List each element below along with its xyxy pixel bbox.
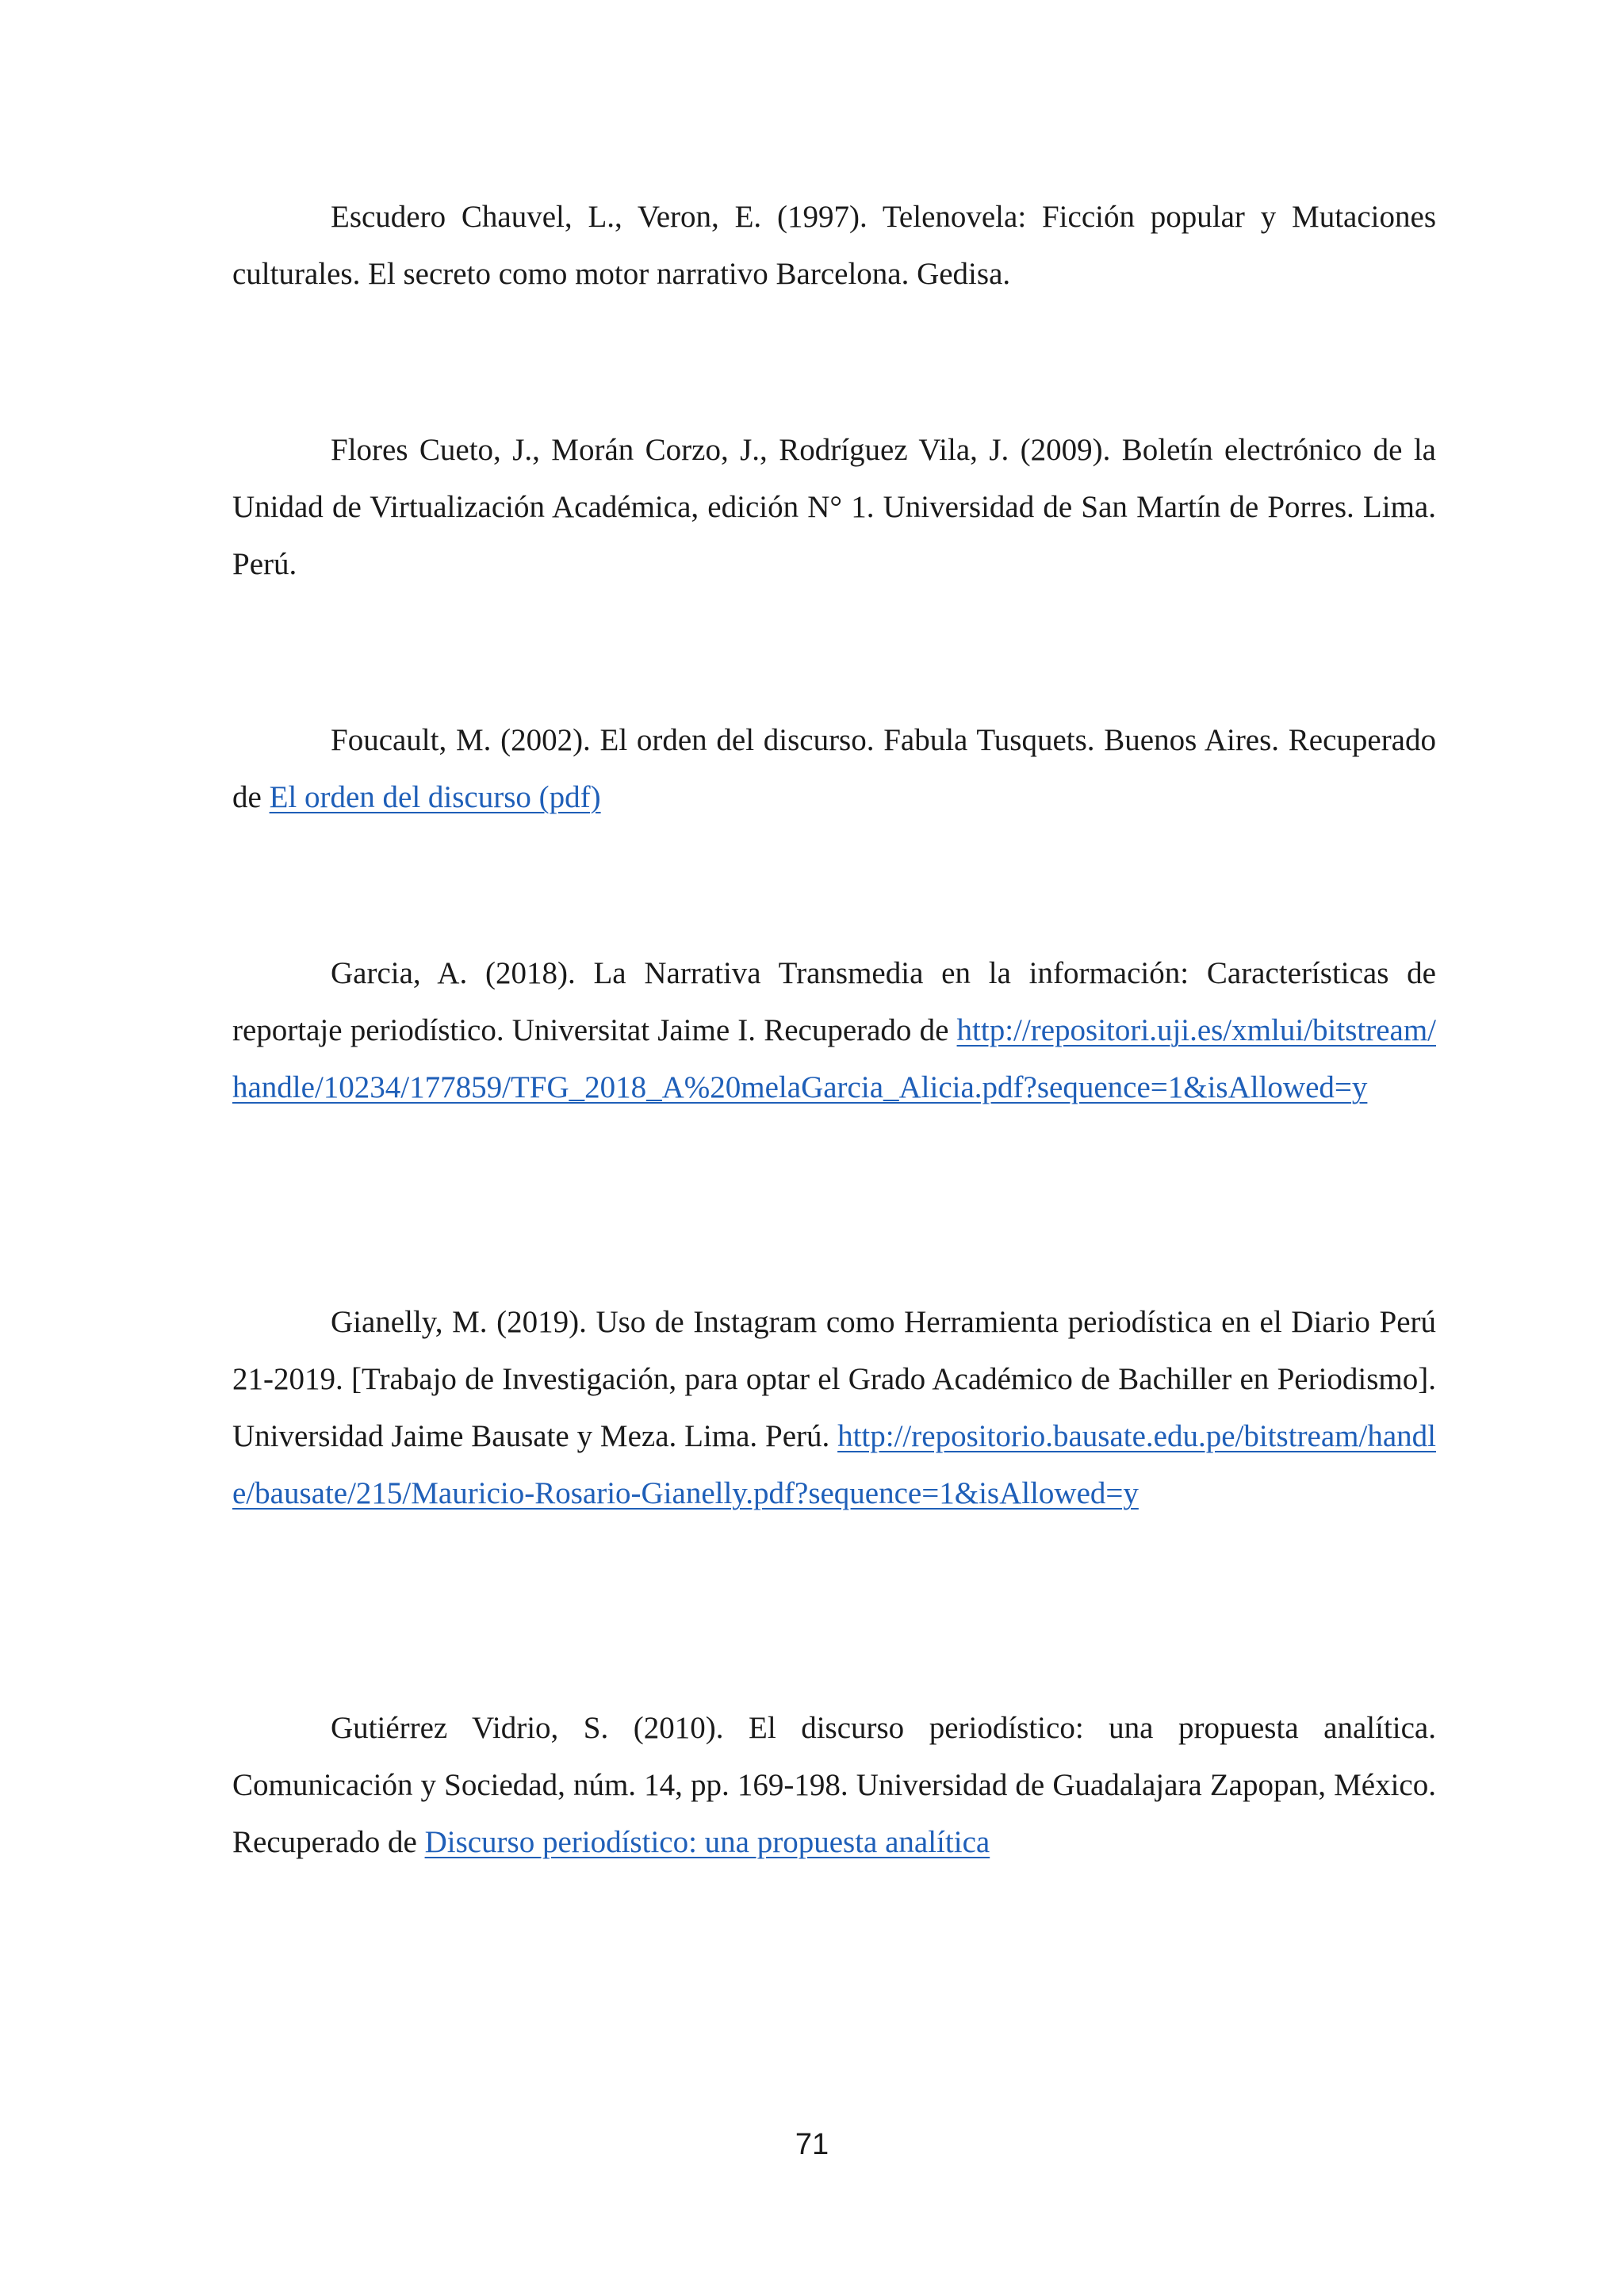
reference-text: Gianelly, M. (2019). Uso de Instagram como Herramienta periodística en el Diario Perú 21-2019. [Trabajo de Investigación, para optar el Grado Académico de Bachiller en Periodismo]. Universidad Jaime Bausate y Meza. Lima. Perú. [232,1305,1436,1453]
reference-link-foucault[interactable]: El orden del discurso (pdf) [269,780,601,814]
reference-flores [232,422,1436,593]
reference-escudero [232,189,1436,303]
reference-text: Foucault, M. (2002). El orden del discurso. Fabula Tusquets. Buenos Aires. Recuperado de [232,723,1436,814]
reference-gianelly [232,1294,1436,1522]
reference-text: Gutiérrez Vidrio, S. (2010). El discurso periodístico: una propuesta analítica. Comunicación y Sociedad, núm. 14, pp. 169-198. Universidad de Guadalajara Zapopan, México. Recuperado de [232,1711,1436,1859]
reference-link-gutierrez[interactable]: Discurso periodístico: una propuesta analítica [424,1825,990,1859]
reference-text: Escudero Chauvel, L., Veron, E. (1997). Telenovela: Ficción popular y Mutaciones culturales. El secreto como motor narrativo Barcelona. Gedisa. [232,200,1436,291]
page-number: 71 [795,2128,829,2161]
reference-text: Garcia, A. (2018). La Narrativa Transmedia en la información: Características de reportaje periodístico. Universitat Jaime I. Recuperado de [232,956,1436,1047]
reference-link-gianelly[interactable]: http://repositorio.bausate.edu.pe/bitstream/handle/bausate/215/Mauricio-Rosario-Gianelly.pdf?sequence=1&isAllowed=y [232,1419,1436,1510]
reference-foucault [232,712,1436,826]
reference-link-garcia[interactable]: http://repositori.uji.es/xmlui/bitstream/handle/10234/177859/TFG_2018_A%20melaGarcia_Alicia.pdf?sequence=1&isAllowed=y [232,1013,1436,1104]
reference-garcia [232,945,1436,1116]
reference-gutierrez [232,1700,1436,1871]
reference-text: Flores Cueto, J., Morán Corzo, J., Rodríguez Vila, J. (2009). Boletín electrónico de la Unidad de Virtualización Académica, edición N° 1. Universidad de San Martín de Porres. Lima. Perú. [232,433,1436,581]
